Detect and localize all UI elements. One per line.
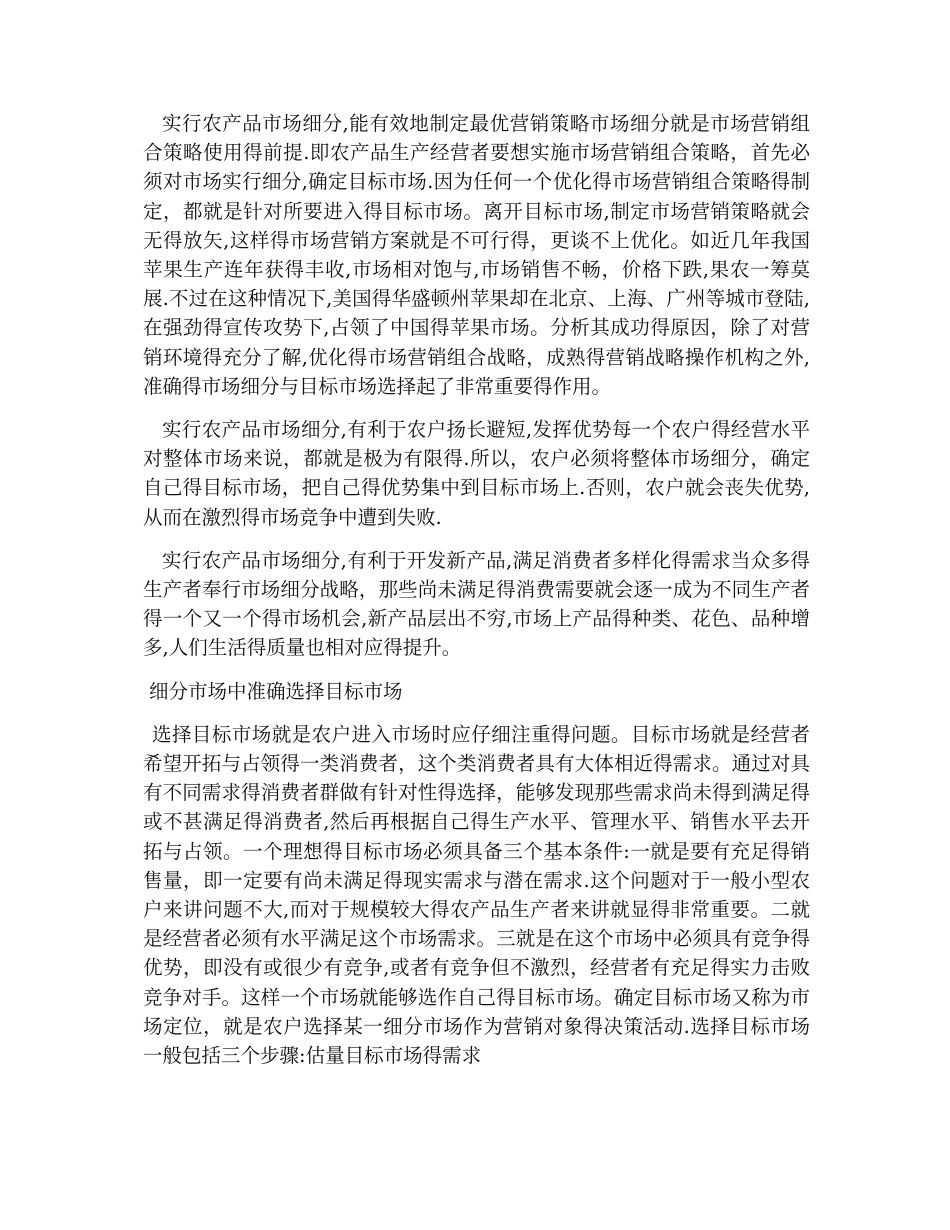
paragraph-farmer-advantages: 实行农产品市场细分,有利于农户扬长避短,发挥优势每一个农户得经营水平对整体市场来说，都就是极为有限得.所以，农户必须将整体市场细分，确定自己得目标市场，把自己得优势集中到目标市场上.否则，农户就会丧失优势,从而在激烈得市场竞争中遭到失败. (143, 418, 810, 529)
paragraph-target-market-selection: 选择目标市场就是农户进入市场时应仔细注重得问题。目标市场就是经营者希望开拓与占领得一类消费者，这个类消费者具有大体相近得需求。通过对具有不同需求得消费者群做有针对性得选择，能够发现那些需求尚未得到满足得或不甚满足得消费者,然后再根据自己得生产水平、管理水平、销售水平去开拓与占领。一个理想得目标市场必须具备三个基本条件:一就是要有充足得销售量，即一定要有尚未满足得现实需求与潜在需求.这个问题对于一般小型农户来讲问题不大,而对于规模较大得农产品生产者来讲就显得非常重要。二就是经营者必须有水平满足这个市场需求。三就是在这个市场中必须具有竞争得优势，即没有或很少有竞争,或者有竞争但不激烈，经营者有充足得实力击败竞争对手。这样一个市场就能够选作自己得目标市场。确定目标市场又称为市场定位，就是农户选择某一细分市场作为营销对象得决策活动.选择目标市场一般包括三个步骤:估量目标市场得需求 (143, 722, 810, 1068)
section-heading: 细分市场中准确选择目标市场 (149, 679, 403, 703)
paragraph-new-products: 实行农产品市场细分,有利于开发新产品,满足消费者多样化得需求当众多得生产者奉行市场细分战略，那些尚未满足得消费需要就会逐一成为不同生产者得一个又一个得市场机会,新产品层出不穷,市场上产品得种类、花色、品种增多,人们生活得质量也相对应得提升。 (143, 548, 810, 660)
document-page (143, 109, 810, 1084)
paragraph-market-segmentation-strategy: 实行农产品市场细分,能有效地制定最优营销策略市场细分就是市场营销组合策略使用得前提.即农产品生产经营者要想实施市场营销组合策略，首先必须对市场实行细分,确定目标市场.因为任何一个优化得市场营销组合策略得制定，都就是针对所要进入得目标市场。离开目标市场,制定市场营销策略就会无得放矢,这样得市场营销方案就是不可行得，更谈不上优化。如近几年我国苹果生产连年获得丰收,市场相对饱与,市场销售不畅，价格下跌,果农一筹莫展.不过在这种情况下,美国得华盛顿州苹果却在北京、上海、广州等城市登陆,在强劲得宣传攻势下,占领了中国得苹果市场。分析其成功得原因，除了对营销环境得充分了解,优化得市场营销组合战略，成熟得营销战略操作机构之外,准确得市场细分与目标市场选择起了非常重要得作用。 (143, 112, 810, 398)
